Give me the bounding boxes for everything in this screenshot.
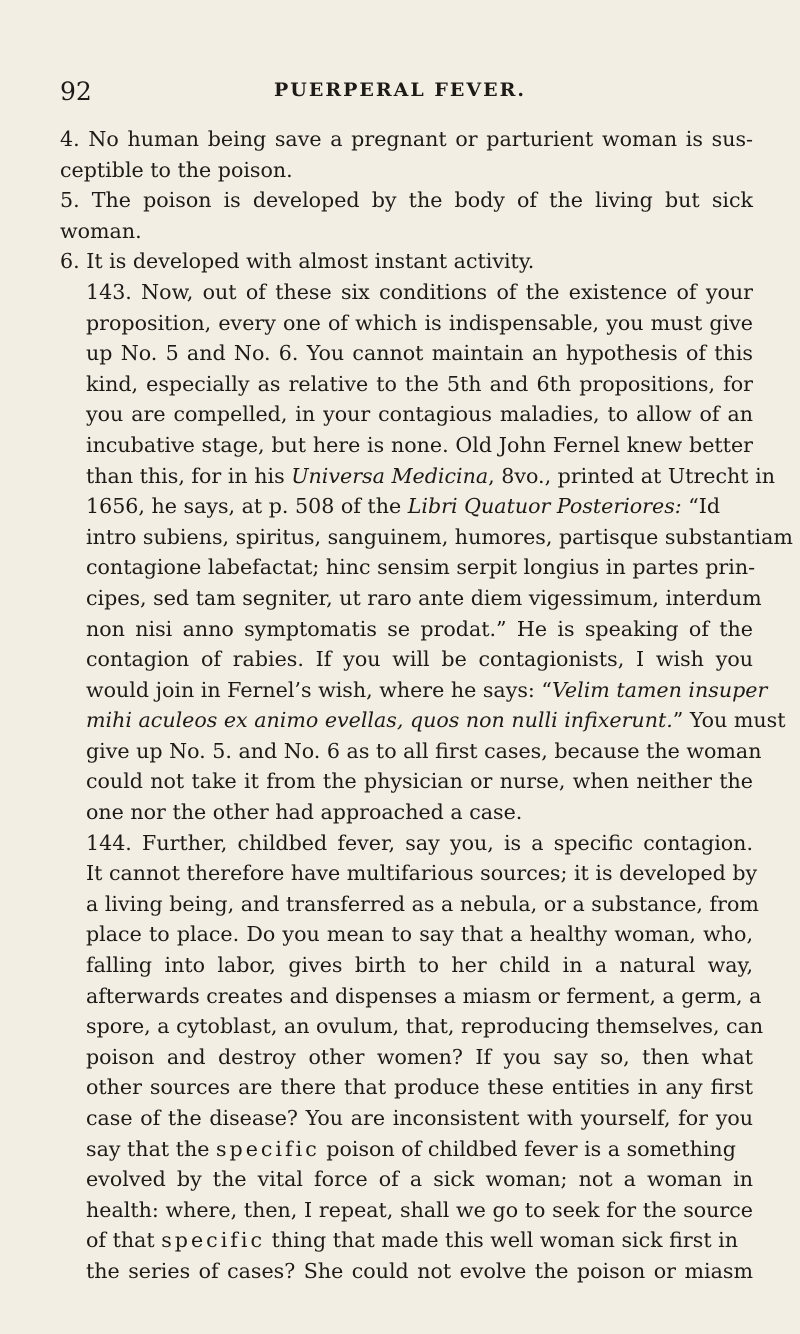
list-item-4: 4. No human being save a pregnant or parturient woman is sus- ceptible to the poison. (60, 127, 753, 182)
latin-quote: Velim tamen insuper (551, 677, 768, 702)
list-item-5: 5. The poison is developed by the body of the living but sick woman. (60, 188, 753, 243)
running-head: PUERPERAL FEVER. (273, 79, 526, 101)
paragraph-143: 143. Now, out of these six conditions of the existence of your proposition, every one of which is indispensable, you must give up No. 5 and No. 6. You cannot maintain an hypothesis of this kind, especially as relative to the 5th and 6th propositions, for you are compelled, in your contagious maladies, to allow of an incubative stage, but here is none. Old John Fernel knew better than this, for in his Universa Medicina, 8vo., printed at Utrecht in 1656, he says, at p. 508 of the Libri Quatuor Posteriores: “Id intro subiens, spiritus, sanguinem, humores, partisque substantiam contagione labefactat; hinc sensim serpit longius in partes prin- cipes, sed tam segniter, ut raro ante diem vigessimum, interdum non nisi anno symptomatis se prodat.” He is speaking of the contagion of rabies. If you will be contagionists, I wish you would join in Fernel’s wish, where he says: “Velim tamen insuper mihi aculeos ex animo evellas, quos non nulli infixerunt.” You must give up No. 5. and No. 6 as to all first cases, because the woman could not take it from the physician or nurse, when neither the one nor the other had approached a case. (86, 279, 793, 825)
emphasis-specific: specific (215, 1136, 320, 1161)
emphasis-specific-2: specific (161, 1228, 266, 1253)
paragraph-144: 144. Further, childbed fever, say you, is a specific contagion. It cannot therefore have multifarious sources; it is developed by a living being, and transferred as a nebula, or a substance, from place to place. Do you mean to say that a healthy woman, who, falling into labor, gives birth to her child in a natural way, afterwards creates and dispenses a miasm or ferment, a germ, a spore, a cytoblast, an ovulum, that, reproducing themselves, can poison and destroy other women? If you say so, then what other sources are there that produce these entities in any first case of the disease? You are inconsistent with yourself, for you say that the specific poison of childbed fever is a something evolved by the vital force of a sick woman; not a woman in health: where, then, I repeat, shall we go to seek for the source of that specific thing that made this well woman sick first in the series of cases? She could not evolve the poison or miasm (86, 830, 764, 1283)
list-item-6: 6. It is developed with almost instant activity. (60, 249, 535, 274)
body-text (60, 124, 793, 1287)
book-title-universa-medicina: Universa Medicina (291, 463, 489, 488)
book-title-libri-quatuor: Libri Quatuor Posteriores: (407, 494, 682, 519)
latin-quote-cont: mihi aculeos ex animo evellas, quos non nulli infixerunt. (86, 708, 673, 733)
page-header (60, 77, 740, 107)
page-number: 92 (60, 77, 92, 106)
